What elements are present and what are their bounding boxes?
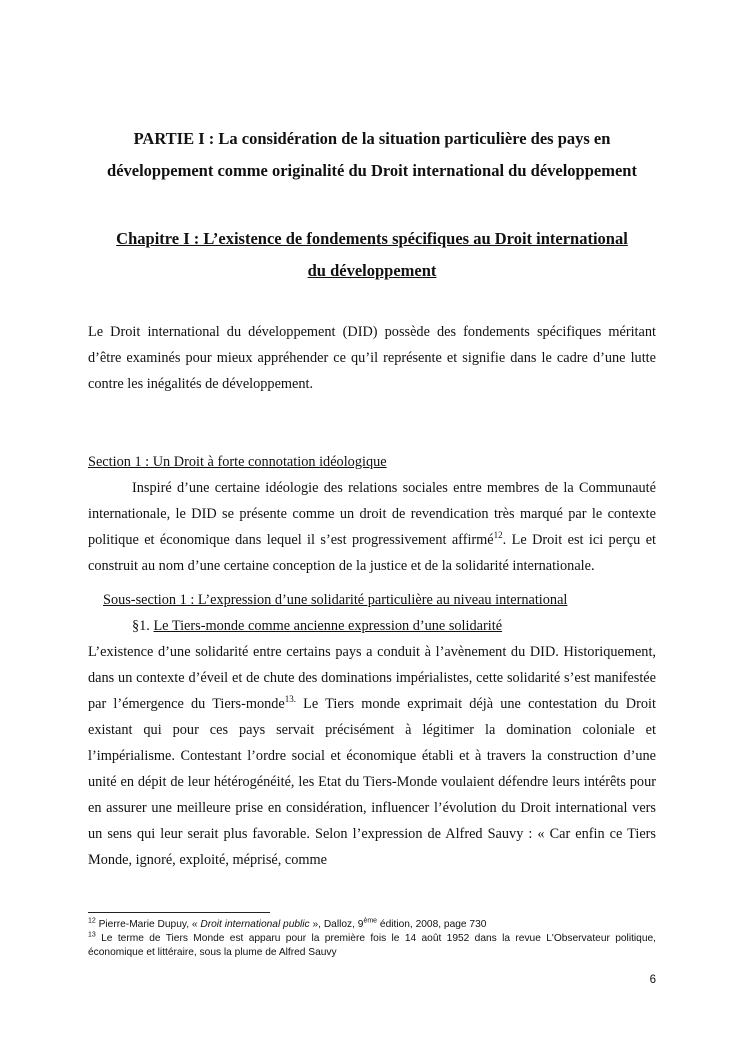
- footnote-separator: [88, 912, 270, 913]
- section-1-paragraph: [88, 475, 656, 579]
- footnote-ref-12[interactable]: 12: [493, 530, 503, 541]
- footnote-12-ordinal: ème: [363, 917, 378, 925]
- footnote-12: [88, 918, 656, 932]
- page-body: [88, 123, 656, 873]
- page-number: 6: [649, 974, 656, 986]
- chapter-title-line-2: du développement: [307, 261, 437, 280]
- section-1-title: Section 1 : Un Droit à forte connotation idéologique: [88, 454, 387, 470]
- paragraph-1-heading: [132, 613, 656, 639]
- paragraph-1-text-a: L’existence d’une solidarité entre certains pays a conduit à l’avènement du DID. Historiquement, dans un contexte d’éveil et de chute des dominations impérialistes, cette solidarité s’est manifestée par l’émergence du Tiers-monde: [88, 644, 656, 712]
- paragraph-1-title: Le Tiers-monde comme ancienne expression d’une solidarité: [153, 618, 503, 634]
- subsection-1-title-text: Sous-section 1 : L’expression d’une solidarité particulière au niveau international: [103, 592, 568, 608]
- paragraph-1-text-b: Le Tiers monde exprimait déjà une contestation du Droit existant qui pour ces pays servait précisément à légitimer la domination coloniale et l’impérialisme. Contestant l’ordre social et économique établi et à travers la construction d’une unité en dépit de leur hétérogénéité, les Etat du Tiers-Monde voulaient défendre leurs intérêts pour en assurer une meilleure prise en considération, influencer l’évolution du Droit international vers un sens qui leur serait plus favorable. Selon l’expression de Alfred Sauvy : « Car enfin ce Tiers Monde, ignoré, exploité, méprisé, comme: [88, 696, 656, 868]
- footnote-12-text-a: Pierre-Marie Dupuy, «: [95, 919, 201, 930]
- footnotes: [88, 918, 656, 960]
- section-1-text-a: Inspiré d’une certaine idéologie des relations sociales entre membres de la Communauté internationale, le DID se présente comme un droit de revendication très marqué par le contexte politique et économique dans lequel il s’est progressivement affirmé: [88, 480, 656, 548]
- section-1-text-b: . Le Droit est ici perçu et construit au nom d’une certaine conception de la justice et de la solidarité internationale.: [88, 532, 657, 574]
- footnote-12-title: Droit international public: [200, 919, 310, 930]
- footnote-13-text: Le terme de Tiers Monde est apparu pour la première fois le 14 août 1952 dans la revue L'Observateur politique, économique et littéraire, sous la plume de Alfred Sauvy: [88, 933, 656, 958]
- paragraph-1-number: §1.: [132, 618, 154, 634]
- footnote-12-text-b: », Dalloz, 9: [309, 919, 364, 930]
- footnote-12-number: 12: [88, 917, 96, 925]
- part-title-line-2: développement comme originalité du Droit international du développement: [107, 161, 637, 180]
- footnote-12-text-c: édition, 2008, page 730: [377, 919, 487, 930]
- footnote-13-number: 13: [88, 931, 96, 939]
- chapter-title-line-1: Chapitre I : L’existence de fondements spécifiques au Droit international: [116, 229, 628, 248]
- footnote-13: [88, 932, 656, 960]
- part-title: [88, 123, 656, 187]
- chapter-title: [88, 223, 656, 287]
- paragraph-1-text: [88, 639, 656, 873]
- footnote-ref-13[interactable]: 13.: [284, 694, 296, 705]
- intro-paragraph: Le Droit international du développement (DID) possède des fondements spécifiques méritant d’être examinés pour mieux appréhender ce qu’il représente et signifie dans le cadre d’une lutte contre les inégalités de développement.: [88, 324, 656, 392]
- part-title-line-1: PARTIE I : La considération de la situation particulière des pays en: [133, 129, 611, 148]
- subsection-1-title: [103, 587, 656, 613]
